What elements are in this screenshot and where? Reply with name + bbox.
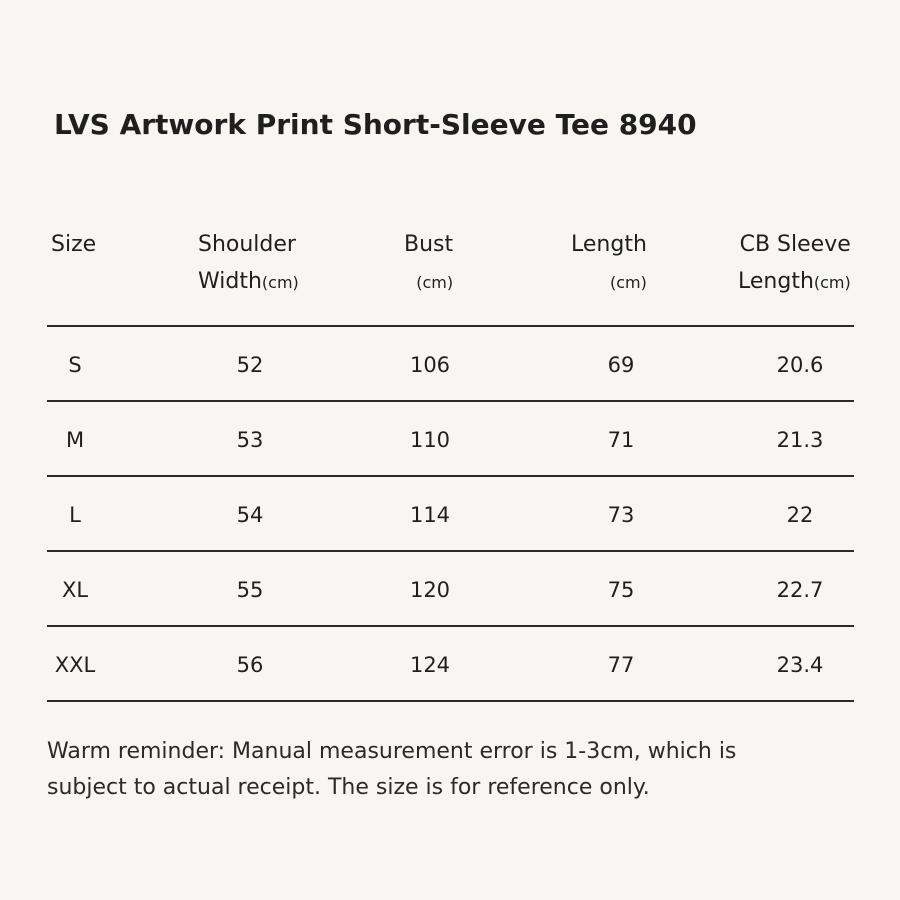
cell-length: 71 bbox=[607, 428, 635, 452]
header-cb-sleeve-length bbox=[738, 226, 851, 301]
note-line-1: Warm reminder: Manual measurement error is 1-3cm, which is bbox=[47, 739, 737, 764]
header-shoulder-width bbox=[198, 226, 299, 301]
header-size-label: Size bbox=[51, 232, 97, 257]
cell-shoulder: 56 bbox=[236, 653, 264, 677]
table-row bbox=[47, 327, 854, 402]
header-length-unit: (cm) bbox=[610, 273, 647, 292]
header-size bbox=[51, 226, 96, 263]
header-bust-unit: (cm) bbox=[416, 273, 454, 292]
note-line-2: subject to actual receipt. The size is for reference only. bbox=[47, 775, 650, 800]
cell-sleeve: 22.7 bbox=[776, 578, 824, 602]
cell-shoulder: 52 bbox=[236, 353, 264, 377]
header-bust-label: Bust bbox=[404, 232, 454, 257]
cell-size: XXL bbox=[54, 653, 96, 677]
header-sleeve-line2: Length bbox=[738, 269, 814, 294]
cell-bust: 110 bbox=[409, 428, 451, 452]
header-sleeve-unit: (cm) bbox=[813, 273, 851, 292]
cell-bust: 120 bbox=[409, 578, 451, 602]
cell-sleeve: 22 bbox=[786, 503, 814, 527]
header-shoulder-unit: (cm) bbox=[261, 273, 299, 292]
header-bust bbox=[404, 226, 453, 301]
cell-shoulder: 54 bbox=[236, 503, 264, 527]
page-title: LVS Artwork Print Short-Sleeve Tee 8940 bbox=[54, 108, 697, 141]
cell-length: 77 bbox=[607, 653, 635, 677]
cell-size: S bbox=[68, 353, 82, 377]
table-row bbox=[47, 552, 854, 627]
header-length bbox=[571, 226, 647, 301]
header-shoulder-line2: Width bbox=[198, 269, 262, 294]
size-chart-table bbox=[47, 222, 854, 702]
measurement-note bbox=[47, 734, 847, 806]
cell-length: 69 bbox=[607, 353, 635, 377]
cell-bust: 106 bbox=[409, 353, 451, 377]
cell-sleeve: 21.3 bbox=[776, 428, 824, 452]
cell-bust: 114 bbox=[409, 503, 451, 527]
table-row bbox=[47, 627, 854, 702]
cell-sleeve: 23.4 bbox=[776, 653, 824, 677]
cell-length: 73 bbox=[607, 503, 635, 527]
header-length-label: Length bbox=[571, 232, 647, 257]
cell-sleeve: 20.6 bbox=[776, 353, 824, 377]
table-header bbox=[47, 222, 854, 327]
cell-shoulder: 55 bbox=[236, 578, 264, 602]
table-row bbox=[47, 477, 854, 552]
cell-size: L bbox=[69, 503, 81, 527]
header-sleeve-line1: CB Sleeve bbox=[739, 232, 851, 257]
header-shoulder-line1: Shoulder bbox=[198, 232, 296, 257]
table-row bbox=[47, 402, 854, 477]
cell-size: XL bbox=[61, 578, 89, 602]
cell-length: 75 bbox=[607, 578, 635, 602]
cell-bust: 124 bbox=[409, 653, 451, 677]
cell-shoulder: 53 bbox=[236, 428, 264, 452]
cell-size: M bbox=[65, 428, 85, 452]
